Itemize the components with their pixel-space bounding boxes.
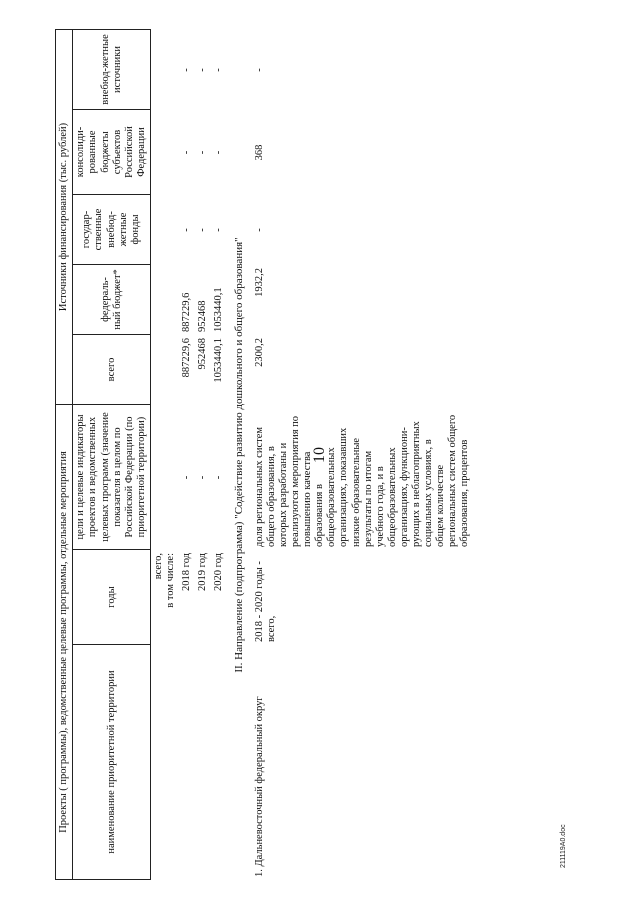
table-row [195, 30, 211, 880]
summary-year: 2019 год [197, 553, 209, 591]
col-years: годы [73, 550, 151, 645]
col-regional: консолиди-рованные бюджеты субъектов Российской Федерации [73, 109, 151, 194]
col-goals: цели и целевые индикаторы проектов и ведомственных целевых программ (значение показателя в целом по Российской Федерации (по приоритетной территории) [73, 404, 151, 549]
summary-regional: - [213, 150, 225, 155]
entry-total: 2300,2 [254, 338, 266, 367]
col-extra: внебюд-жетные источники [73, 29, 151, 109]
summary-regional: - [181, 150, 193, 155]
entry-extra: - [254, 68, 266, 72]
table-row [211, 30, 227, 880]
entry-federal: 1932,2 [254, 268, 266, 297]
rotated-table-block [55, 30, 615, 880]
header-projects: Проекты ( программы), ведомственные целевые программы, отдельные мероприятия [56, 404, 73, 879]
summary-table [151, 30, 473, 880]
header-row-1 [56, 29, 73, 879]
summary-total: 952468 [197, 338, 209, 370]
entry-goals: доля региональных систем общего образования, в которых разработаны и реализуются мероприятия по повышению качества образования в общеобразовательных организациях, показавших низкие образовательные результаты по итогам учебного года, и в общеобразовательных организациях, функциони-рующих в неблагоприятных социальных условиях, в общем количестве региональных систем общего образования, процентов [254, 414, 471, 547]
col-territory: наименование приоритетной территории [73, 645, 151, 880]
entry-regional: 368 [254, 144, 266, 161]
summary-year: 2020 год [213, 553, 225, 591]
entry-territory: 1. Дальневосточный федеральный округ [254, 696, 266, 877]
summary-federal: 1053440,1 [213, 287, 225, 332]
col-total: всего [73, 334, 151, 404]
summary-year: 2018 год [181, 553, 193, 591]
summary-extra: - [213, 68, 225, 72]
summary-regional: - [197, 150, 209, 155]
table-row [252, 30, 473, 880]
summary-total: 1053440,1 [213, 338, 225, 383]
summary-total-label: всего, в том числе: [153, 553, 177, 608]
section-title: II. Направление (подпрограмма) "Содействие развитию дошкольного и общего образования" [233, 237, 246, 673]
header-sources: Источники финансирования (тыс. рублей) [56, 29, 73, 404]
col-federal: федераль-ный бюджет* [73, 264, 151, 334]
summary-federal: 887229,6 [181, 292, 193, 332]
table-row [179, 30, 195, 880]
summary-federal: 952468 [197, 300, 209, 332]
page-number: 10 [311, 447, 328, 463]
header-row-2 [73, 29, 151, 879]
summary-goals: - [197, 475, 209, 480]
section-row [227, 30, 252, 880]
summary-total: 887229,6 [181, 338, 193, 378]
summary-goals: - [181, 475, 193, 480]
summary-state-funds: - [181, 228, 193, 232]
document-id: 211119A0.doc [560, 824, 567, 868]
financing-table [55, 29, 151, 880]
summary-state-funds: - [213, 228, 225, 232]
summary-state-funds: - [197, 228, 209, 232]
entry-years: 2018 - 2020 годы - всего, [254, 561, 278, 642]
summary-extra: - [181, 68, 193, 72]
summary-extra: - [197, 68, 209, 72]
col-state-funds: государ-ственные внебюд-жетные фонды [73, 194, 151, 264]
summary-goals: - [213, 475, 225, 480]
entry-state-funds: - [254, 228, 266, 232]
summary-label-row [151, 30, 179, 880]
